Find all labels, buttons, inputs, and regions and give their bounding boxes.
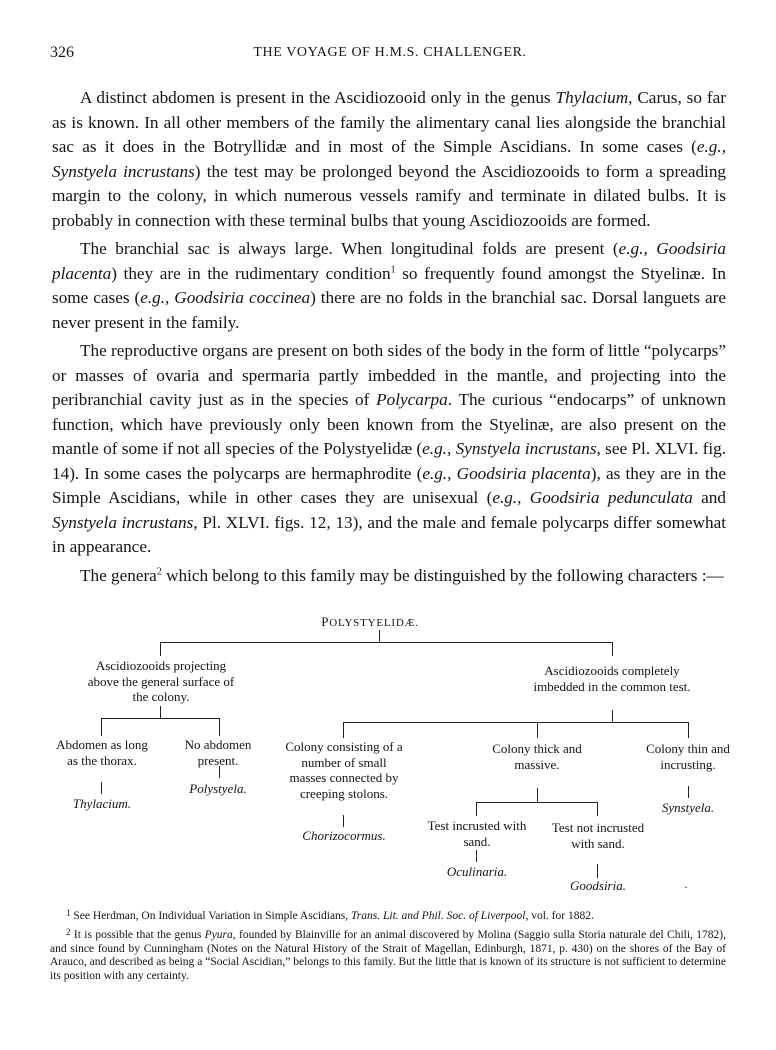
connector-line: [476, 802, 477, 816]
key-node-thick-massive: Colony thick and massive.: [492, 741, 582, 772]
connector-line: [219, 718, 220, 736]
text-run: , vol. for 1882.: [525, 910, 594, 922]
text-run: ), as they are in the Simple Ascidians, while in other cases they are unisexual (: [52, 463, 727, 507]
text-run: , founded by Blainville for an animal discovered by Molina (Saggio sulla Storia naturale del Chili, 1782), and since found by Cunningham (Notes on the Natural History of the Strait of Magellan, Edinburgh, 1871, p. 430) on the shores of the Bay of Arauco, and described as being a “Social Ascidian,” belongs to this family. But the little that is known of its structure is not sufficient to determine its position with any certainty.: [50, 928, 726, 983]
connector-line: [160, 642, 612, 643]
text-run: , see Pl. XLVI. fig. 14). In some cases the polycarps are hermaphrodite (: [52, 439, 727, 483]
italic-run: e.g., Goodsiria placenta: [422, 463, 591, 483]
connector-line: [101, 718, 102, 736]
connector-line: [219, 766, 220, 778]
italic-run: Pyura: [204, 928, 233, 941]
text-run: ) they are in the rudimentary condition: [111, 263, 391, 283]
connector-line: [612, 710, 613, 722]
connector-line: [688, 722, 689, 738]
italic-run: Trans. Lit. and Phil. Soc. of Liverpool: [351, 910, 526, 922]
text-run: ) the test may be prolonged beyond the Ascidiozooids to form a spreading margin to the colony, in which numerous vessels ramify and terminate in dilated bulbs. It is probably in connection with these terminal bulbs that young Ascidiozooids are formed.: [52, 161, 727, 230]
text-run: The reproductive organs are present on both sides of the body in the form of little “polycarps” or masses of ovaria and spermaria partly imbedded in the mantle, and projecting into the peribranchial cavity just as in the species of: [52, 341, 726, 409]
text-run: ) there are no folds in the branchial sac. Dorsal languets are never present in the family.: [52, 288, 726, 332]
connector-line: [537, 722, 538, 738]
page-number: 326: [50, 44, 74, 61]
genus-thylacium: Thylacium.: [72, 796, 132, 811]
italic-run: Polycarpa: [376, 390, 448, 409]
connector-line: [160, 642, 161, 656]
italic-run: Thylacium: [555, 88, 629, 107]
footnote-mark: 2: [66, 926, 71, 937]
connector-line: [612, 642, 613, 656]
root-rest: OLYSTYELIDÆ.: [329, 617, 419, 629]
connector-line: [597, 864, 598, 878]
key-node-test-incrusted: Test incrusted with sand.: [427, 818, 527, 849]
key-node-no-abdomen: No abdomen present.: [184, 737, 252, 768]
text-run: which belong to this family may be distinguished by the following characters :—: [161, 565, 724, 585]
key-node-small-masses: Colony consisting of a number of small masses connected by creeping stolons.: [285, 739, 403, 801]
running-title: THE VOYAGE OF H.M.S. CHALLENGER.: [253, 45, 527, 60]
key-root-family: [300, 614, 440, 632]
genus-polystyela: Polystyela.: [189, 781, 247, 796]
connector-line: [343, 815, 344, 827]
text-run: See Herdman, On Individual Variation in Simple Ascidians,: [70, 910, 352, 922]
italic-run: e.g., Goodsiria pedunculata: [492, 488, 693, 507]
footnote-1: [50, 907, 726, 924]
connector-line: [101, 718, 219, 719]
genus-chorizocormus: Chorizocormus.: [302, 828, 386, 843]
key-node-projecting: Ascidiozooids projecting above the general surface of the colony.: [87, 658, 235, 704]
text-run: A distinct abdomen is present in the Ascidiozooid only in the genus: [80, 88, 556, 107]
root-initial: P: [321, 614, 330, 629]
text-run: , Pl. XLVI. figs. 12, 13), and the male and female polycarps differ somewhat in appearance.: [52, 512, 726, 556]
text-run: . The curious “endocarps” of unknown function, which have previously only been known from the Styelinæ, are also present on the mantle of some if not all species of the Polystyelidæ (: [52, 390, 727, 458]
connector-line: [597, 802, 598, 816]
key-node-imbedded: Ascidiozooids completely imbedded in the common test.: [533, 663, 691, 694]
connector-line: [379, 630, 380, 642]
genus-oculinaria: Oculinaria.: [446, 864, 508, 879]
italic-run: e.g., Synstyela incrustans: [422, 439, 597, 458]
footnote-2: [50, 926, 726, 984]
text-run: It is possible that the genus: [70, 928, 205, 941]
connector-line: [476, 850, 477, 862]
footnote-mark: 1: [66, 908, 71, 918]
text-run: and: [692, 488, 726, 507]
text-run: so frequently found amongst the Styelinæ. In some cases (: [52, 263, 727, 307]
connector-line: [688, 786, 689, 798]
italic-run: e.g., Goodsiria placenta: [52, 239, 726, 283]
connector-line: [343, 722, 344, 738]
connector-line: [160, 706, 161, 718]
connector-line: [101, 782, 102, 794]
text-run: The genera: [80, 565, 157, 585]
footnote-ref[interactable]: 1: [390, 263, 396, 275]
genus-synstyela: Synstyela.: [661, 800, 715, 815]
genus-goodsiria: Goodsiria.: [570, 878, 626, 893]
connector-line: [537, 788, 538, 802]
footnote-ref[interactable]: 2: [156, 565, 162, 577]
key-node-test-not-incrusted: Test not incrusted with sand.: [551, 820, 645, 851]
connector-line: [476, 802, 597, 803]
italic-run: e.g., Goodsiria coccinea: [140, 288, 311, 307]
footnotes: [50, 907, 726, 986]
stray-mark: ·: [684, 880, 688, 894]
text-run: The branchial sac is always large. When longitudinal folds are present (: [80, 239, 619, 258]
italic-run: Synstyela incrustans: [52, 512, 194, 532]
italic-run: e.g., Synstyela incrustans: [52, 137, 726, 181]
connector-line: [343, 722, 688, 723]
text-run: , Carus, so far as is known. In all other members of the family the alimentary canal lies alongside the branchial sac as it does in the Botryllidæ and in most of the Simple Ascidians. In some cases (: [52, 88, 726, 156]
key-node-thin-incrusting: Colony thin and incrusting.: [646, 741, 730, 772]
key-node-abdomen-present: Abdomen as long as the thorax.: [56, 737, 148, 768]
